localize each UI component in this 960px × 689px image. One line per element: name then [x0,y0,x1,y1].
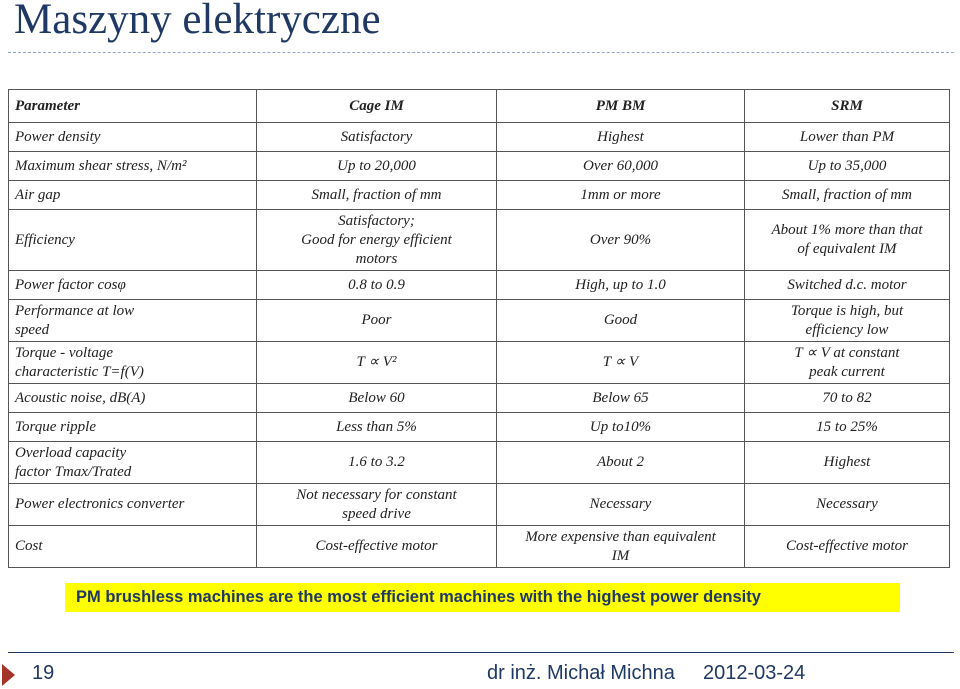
value-cell [745,384,950,413]
parameter-cell [9,181,257,210]
cell-text: High, up to 1.0 [575,276,666,293]
value-cell [257,384,497,413]
cell-text: Good [603,312,638,328]
cell-text: factor Tmax/Trated [15,463,132,480]
value-cell [745,300,950,342]
value-cell [257,271,497,300]
author-name: dr inż. Michał Michna [487,662,675,684]
cell-text: speed [15,321,50,338]
parameter-cell [9,342,257,384]
value-cell [497,210,745,271]
parameter-cell [9,442,257,484]
cell-text: Torque ripple [15,418,96,435]
conclusion-highlight: PM brushless machines are the most efficient machines with the highest power density [65,583,900,612]
cell-text: 70 to 82 [822,389,872,406]
comparison-table [8,89,950,568]
cell-text: More expensive than equivalent [525,528,716,545]
parameter-cell [9,384,257,413]
cell-text: Torque is high, but [790,302,904,319]
cell-text: Below 60 [348,389,405,406]
cell-text: T ∝ V at constant [794,344,900,361]
value-cell [257,181,497,210]
table-row [9,526,950,568]
cell-text: Power electronics converter [15,496,185,512]
cell-text: Satisfactory [340,128,413,145]
cell-text: Switched d.c. motor [787,276,907,293]
cell-text: Performance at low [15,302,135,319]
slide-date: 2012-03-24 [703,662,806,684]
cell-text: Cost-effective motor [315,538,438,554]
header-pm-bm: PM BM [497,90,745,123]
cell-text: About 1% more than that [771,222,923,238]
value-cell [745,442,950,484]
cell-text: Up to 20,000 [337,157,416,174]
value-cell [257,484,497,526]
cell-text: Acoustic noise, dB(A) [15,389,146,406]
table-row [9,210,950,271]
value-cell [497,300,745,342]
value-cell [257,442,497,484]
cell-text: Up to10% [589,418,652,435]
cell-text: 15 to 25% [816,418,878,435]
cell-text: T ∝ V [602,354,639,370]
cell-text: Lower than PM [799,128,895,145]
parameter-cell [9,526,257,568]
page-number: 19 [32,662,55,684]
cell-text: Cost-effective motor [785,538,909,554]
cell-text: Over 60,000 [583,157,658,174]
parameter-cell [9,152,257,181]
table-body [9,123,950,568]
value-cell [745,413,950,442]
header-parameter: Parameter [9,90,257,123]
value-cell [497,526,745,568]
value-cell [497,342,745,384]
cell-text: Overload capacity [15,444,127,461]
table-row [9,152,950,181]
cell-text: T ∝ V² [356,354,397,370]
value-cell [497,413,745,442]
cell-text: Not necessary for constant [296,486,457,503]
value-cell [257,526,497,568]
table-row [9,342,950,384]
cell-text: Torque - voltage [15,344,114,361]
cell-text: Below 65 [592,389,649,406]
cell-text: Over 90% [589,231,652,248]
table-row [9,123,950,152]
value-cell [745,484,950,526]
parameter-cell [9,484,257,526]
table-row [9,271,950,300]
cell-text: speed drive [342,505,411,522]
cell-text: Air gap [15,186,61,203]
value-cell [745,152,950,181]
parameter-cell [9,413,257,442]
slide-title: Maszyny elektryczne [14,0,381,43]
cell-text: Satisfactory; [338,212,415,229]
table-header-row [9,90,950,123]
cell-text: motors [355,250,398,267]
cell-text: efficiency low [805,321,889,338]
cell-text: Less than 5% [336,418,417,435]
header-srm: SRM [745,90,950,123]
value-cell [257,300,497,342]
cell-text: Necessary [816,496,878,512]
value-cell [257,123,497,152]
cell-text: Small, fraction of mm [782,186,912,203]
cell-text: characteristic T=f(V) [15,363,144,380]
table-row [9,442,950,484]
header-cage-im: Cage IM [257,90,497,123]
value-cell [745,342,950,384]
value-cell [257,210,497,271]
cell-text: Good for energy efficient [301,231,452,248]
cell-text: IM [611,547,630,564]
value-cell [497,271,745,300]
cell-text: Necessary [589,496,652,512]
value-cell [497,123,745,152]
value-cell [745,271,950,300]
value-cell [745,181,950,210]
cell-text: 0.8 to 0.9 [348,276,405,293]
table-row [9,484,950,526]
parameter-cell [9,300,257,342]
value-cell [745,123,950,152]
value-cell [257,342,497,384]
cell-text: Maximum shear stress, N/m² [15,157,187,174]
title-divider [8,52,954,53]
value-cell [257,152,497,181]
cell-text: Efficiency [15,231,75,248]
table-row [9,413,950,442]
parameter-cell [9,271,257,300]
triangle-right-icon [2,664,15,686]
value-cell [497,484,745,526]
cell-text: of equivalent IM [797,241,897,257]
value-cell [497,442,745,484]
cell-text: Power density [15,128,101,145]
cell-text: peak current [809,363,885,380]
parameter-cell [9,210,257,271]
table-row [9,300,950,342]
cell-text: 1.6 to 3.2 [348,454,405,470]
cell-text: 1mm or more [580,186,661,203]
cell-text: Poor [361,312,392,328]
parameter-cell [9,123,257,152]
value-cell [497,384,745,413]
value-cell [257,413,497,442]
footer-divider [8,652,954,653]
cell-text: Power factor cosφ [15,276,126,293]
table-row [9,384,950,413]
value-cell [745,210,950,271]
cell-text: Highest [597,128,644,145]
cell-text: Small, fraction of mm [311,186,442,203]
value-cell [497,181,745,210]
cell-text: About 2 [596,454,645,470]
cell-text: Highest [823,454,871,470]
value-cell [745,526,950,568]
cell-text: Cost [15,538,43,554]
table-row [9,181,950,210]
cell-text: Up to 35,000 [807,157,887,174]
value-cell [497,152,745,181]
